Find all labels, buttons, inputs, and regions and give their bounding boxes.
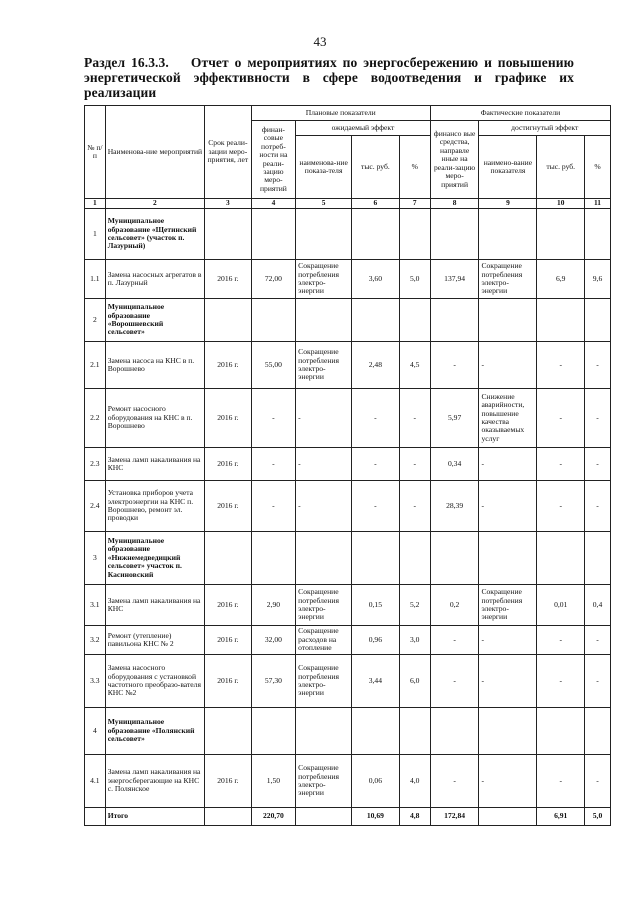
row-actual-financing: - (430, 342, 479, 389)
row-expected-effect: - (296, 389, 352, 448)
row-actual-financing (430, 708, 479, 755)
header-achieved-rub: тыс. руб. (537, 136, 585, 199)
row-financing: - (251, 389, 296, 448)
row-term: 2016 г. (205, 389, 252, 448)
table-row (85, 585, 611, 626)
row-achieved-effect: - (479, 755, 537, 808)
row-achieved-rub (537, 532, 585, 585)
row-expected-effect: Сокращение потребления электро-энергии (296, 585, 352, 626)
row-name: Ремонт (утепление) павильона КНС № 2 (105, 626, 204, 655)
row-achieved-rub: 6,9 (537, 260, 585, 299)
row-achieved-effect (479, 209, 537, 260)
row-actual-financing (430, 532, 479, 585)
row-achieved-rub: - (537, 755, 585, 808)
row-achieved-pct: - (585, 389, 611, 448)
row-expected-rub: 3,44 (352, 655, 400, 708)
header-expected-effect: ожидаемый эффект (296, 121, 431, 136)
row-achieved-pct (585, 708, 611, 755)
table-row (85, 389, 611, 448)
column-number: 3 (205, 199, 252, 209)
row-expected-rub: 0,15 (352, 585, 400, 626)
row-expected-rub (352, 532, 400, 585)
row-expected-effect: - (296, 481, 352, 532)
row-financing (251, 708, 296, 755)
row-actual-financing: - (430, 626, 479, 655)
section-number: Раздел 16.3.3. (84, 55, 169, 70)
row-financing: - (251, 448, 296, 481)
total-label: Итого (105, 808, 204, 826)
row-expected-rub: - (352, 481, 400, 532)
row-achieved-effect: - (479, 655, 537, 708)
row-financing: 57,30 (251, 655, 296, 708)
municipality-row (85, 209, 611, 260)
row-achieved-pct: - (585, 448, 611, 481)
row-term (205, 299, 252, 342)
row-actual-financing: 0,34 (430, 448, 479, 481)
row-expected-pct: 6,0 (399, 655, 430, 708)
row-expected-effect: Сокращение потребления электро-энергии (296, 655, 352, 708)
total-achieved-pct: 5,0 (585, 808, 611, 826)
header-name: Наименова-ние мероприятий (105, 106, 204, 199)
header-expected-name: наименова-ние показа-теля (296, 136, 352, 199)
row-name: Замена насосных агрегатов в п. Лазурный (105, 260, 204, 299)
row-term (205, 209, 252, 260)
row-actual-financing (430, 299, 479, 342)
row-expected-rub: 3,60 (352, 260, 400, 299)
row-financing: 55,00 (251, 342, 296, 389)
row-term: 2016 г. (205, 626, 252, 655)
table-row (85, 655, 611, 708)
row-expected-pct: 5,2 (399, 585, 430, 626)
measures-report-table (84, 105, 611, 826)
row-achieved-pct: 9,6 (585, 260, 611, 299)
row-actual-financing: 137,94 (430, 260, 479, 299)
column-number: 10 (537, 199, 585, 209)
row-achieved-effect: Сокращение потребления электро-энергии (479, 585, 537, 626)
row-achieved-rub: - (537, 448, 585, 481)
row-name: Замена ламп накаливания на энергосберегающие на КНС с. Полянское (105, 755, 204, 808)
row-expected-rub (352, 299, 400, 342)
row-num: 3.1 (85, 585, 106, 626)
row-num: 2.4 (85, 481, 106, 532)
row-expected-pct (399, 299, 430, 342)
table-row (85, 626, 611, 655)
page-number: 43 (313, 34, 327, 49)
row-financing: 1,50 (251, 755, 296, 808)
row-expected-rub: 0,06 (352, 755, 400, 808)
header-planned: Плановые показатели (251, 106, 430, 121)
header-term: Срок реали-зации меро-приятия, лет (205, 106, 252, 199)
row-achieved-rub (537, 209, 585, 260)
row-expected-pct (399, 708, 430, 755)
row-expected-pct: - (399, 481, 430, 532)
row-expected-effect: Сокращение потребления электро-энергии (296, 260, 352, 299)
row-expected-pct: 5,0 (399, 260, 430, 299)
row-financing (251, 299, 296, 342)
row-achieved-pct: - (585, 342, 611, 389)
row-expected-pct: - (399, 389, 430, 448)
row-expected-effect (296, 532, 352, 585)
row-expected-effect (296, 708, 352, 755)
row-expected-rub (352, 209, 400, 260)
row-term (205, 532, 252, 585)
row-achieved-effect: - (479, 342, 537, 389)
row-term (205, 708, 252, 755)
row-name: Замена ламп накаливания на КНС (105, 585, 204, 626)
row-achieved-pct: - (585, 655, 611, 708)
row-actual-financing (430, 209, 479, 260)
row-financing: 72,00 (251, 260, 296, 299)
row-achieved-pct (585, 209, 611, 260)
row-achieved-effect: - (479, 448, 537, 481)
header-actual: Фактические показатели (430, 106, 610, 121)
row-financing: 32,00 (251, 626, 296, 655)
row-num: 2.1 (85, 342, 106, 389)
row-term: 2016 г. (205, 755, 252, 808)
header-expected-rub: тыс. руб. (352, 136, 400, 199)
table-row (85, 448, 611, 481)
total-cell-num (85, 808, 106, 826)
row-achieved-pct: - (585, 481, 611, 532)
column-numbers-row (85, 199, 611, 209)
section-title (84, 55, 574, 100)
row-achieved-effect: - (479, 626, 537, 655)
row-financing: 2,90 (251, 585, 296, 626)
row-achieved-rub: - (537, 389, 585, 448)
row-num: 3.2 (85, 626, 106, 655)
row-name: Муниципальное образование «Ворошневский сельсовет» (105, 299, 204, 342)
table-row (85, 260, 611, 299)
municipality-row (85, 299, 611, 342)
row-expected-rub (352, 708, 400, 755)
row-name: Замена ламп накаливания на КНС (105, 448, 204, 481)
total-actual-financing: 172,84 (430, 808, 479, 826)
total-cell-effect (296, 808, 352, 826)
row-achieved-rub: - (537, 655, 585, 708)
column-number: 8 (430, 199, 479, 209)
row-financing (251, 209, 296, 260)
row-achieved-pct: - (585, 626, 611, 655)
row-num: 1 (85, 209, 106, 260)
column-number: 2 (105, 199, 204, 209)
row-expected-effect: Сокращение потребления электро-энергии (296, 755, 352, 808)
column-number: 5 (296, 199, 352, 209)
row-name: Муниципальное образование «Полянский сельсовет» (105, 708, 204, 755)
row-achieved-effect (479, 299, 537, 342)
row-actual-financing: - (430, 655, 479, 708)
row-num: 3 (85, 532, 106, 585)
header-planned-financing: финан-совые потреб-ности на реали-зацию меро-приятий (251, 121, 296, 199)
row-expected-pct: 3,0 (399, 626, 430, 655)
column-number: 6 (352, 199, 400, 209)
row-num: 1.1 (85, 260, 106, 299)
header-achieved-name: наимено-вание показателя (479, 136, 537, 199)
row-achieved-effect (479, 708, 537, 755)
total-cell-term (205, 808, 252, 826)
section-title-text: Отчет о мероприятиях по энергосбережению и повышению энергетической эффективности в сфере водоотведения и графике их реализации (84, 55, 574, 100)
row-name: Замена насосного оборудования с установкой частотного преобразо-вателя КНС №2 (105, 655, 204, 708)
row-num: 3.3 (85, 655, 106, 708)
row-expected-effect (296, 299, 352, 342)
row-achieved-effect: - (479, 481, 537, 532)
row-num: 4.1 (85, 755, 106, 808)
header-expected-pct: % (399, 136, 430, 199)
column-number: 1 (85, 199, 106, 209)
row-name: Установка приборов учета электроэнергии на КНС п. Ворошнево, ремонт эл. проводки (105, 481, 204, 532)
total-cell-achieved (479, 808, 537, 826)
row-achieved-pct: 0,4 (585, 585, 611, 626)
row-achieved-pct (585, 532, 611, 585)
row-num: 4 (85, 708, 106, 755)
row-achieved-rub: - (537, 481, 585, 532)
row-expected-pct: 4,5 (399, 342, 430, 389)
row-expected-pct: 4,0 (399, 755, 430, 808)
row-expected-pct (399, 209, 430, 260)
row-achieved-effect: Снижение аварийности, повышение качества оказываемых услуг (479, 389, 537, 448)
row-achieved-rub: - (537, 342, 585, 389)
row-num: 2 (85, 299, 106, 342)
row-num: 2.3 (85, 448, 106, 481)
row-expected-effect: Сокращение потребления электро-энергии (296, 342, 352, 389)
row-actual-financing: 0,2 (430, 585, 479, 626)
row-expected-rub: 0,96 (352, 626, 400, 655)
row-name: Замена насоса на КНС в п. Ворошнево (105, 342, 204, 389)
column-number: 4 (251, 199, 296, 209)
row-term: 2016 г. (205, 260, 252, 299)
total-effect-pct: 4,8 (399, 808, 430, 826)
row-term: 2016 г. (205, 655, 252, 708)
row-expected-rub: - (352, 389, 400, 448)
row-term: 2016 г. (205, 481, 252, 532)
row-financing: - (251, 481, 296, 532)
row-term: 2016 г. (205, 342, 252, 389)
row-achieved-effect (479, 532, 537, 585)
row-name: Муниципальное образование «Щетинский сельсовет» (участок п. Лазурный) (105, 209, 204, 260)
row-achieved-effect: Сокращение потребления электро-энергии (479, 260, 537, 299)
total-effect-rub: 10,69 (352, 808, 400, 826)
row-financing (251, 532, 296, 585)
row-achieved-rub (537, 299, 585, 342)
row-achieved-rub (537, 708, 585, 755)
row-actual-financing: 5,97 (430, 389, 479, 448)
row-expected-effect (296, 209, 352, 260)
table-row (85, 755, 611, 808)
row-achieved-rub: - (537, 626, 585, 655)
row-expected-pct: - (399, 448, 430, 481)
row-expected-rub: - (352, 448, 400, 481)
column-number: 7 (399, 199, 430, 209)
table-body (85, 209, 611, 808)
row-expected-effect: - (296, 448, 352, 481)
row-actual-financing: 28,39 (430, 481, 479, 532)
total-achieved-rub: 6,91 (537, 808, 585, 826)
total-row (85, 808, 611, 826)
total-financing: 220,70 (251, 808, 296, 826)
municipality-row (85, 708, 611, 755)
row-achieved-rub: 0,01 (537, 585, 585, 626)
row-expected-pct (399, 532, 430, 585)
municipality-row (85, 532, 611, 585)
row-num: 2.2 (85, 389, 106, 448)
table-row (85, 481, 611, 532)
header-achieved-effect: достигнутый эффект (479, 121, 611, 136)
row-actual-financing: - (430, 755, 479, 808)
row-expected-effect: Сокращение расходов на отопление (296, 626, 352, 655)
header-num: № п/п (85, 106, 106, 199)
row-name: Ремонт насосного оборудования на КНС в п. Ворошнево (105, 389, 204, 448)
column-number: 11 (585, 199, 611, 209)
table-row (85, 342, 611, 389)
row-term: 2016 г. (205, 585, 252, 626)
column-number: 9 (479, 199, 537, 209)
row-term: 2016 г. (205, 448, 252, 481)
header-actual-financing: финансо вые средства, направле нные на реали-зацию меро-приятий (430, 121, 479, 199)
row-achieved-pct (585, 299, 611, 342)
header-achieved-pct: % (585, 136, 611, 199)
row-name: Муниципальное образование «Нижнемедведицкий сельсовет» участок п. Касиновский (105, 532, 204, 585)
row-achieved-pct: - (585, 755, 611, 808)
row-expected-rub: 2,48 (352, 342, 400, 389)
